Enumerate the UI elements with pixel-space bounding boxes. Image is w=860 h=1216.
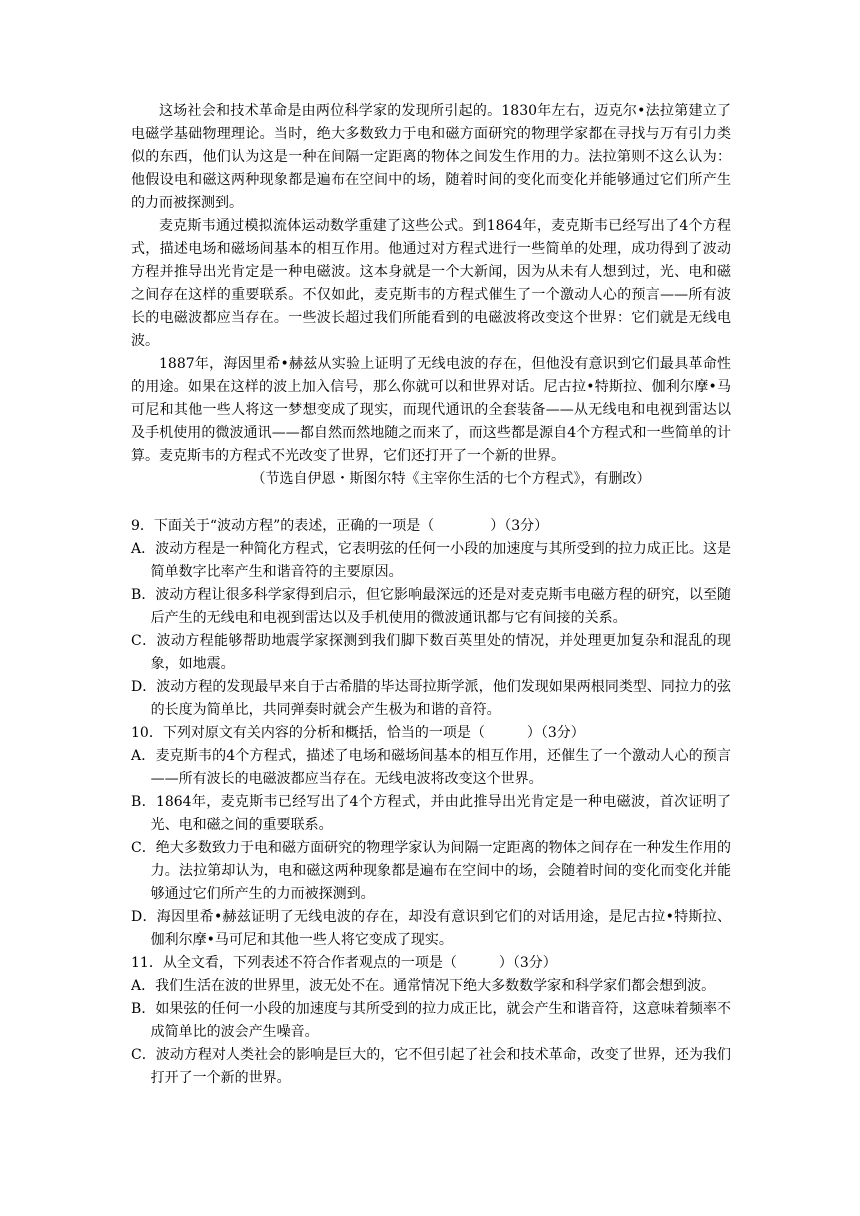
section-gap [131,491,731,515]
option-c: C．波动方程对人类社会的影响是巨大的，它不但引起了社会和技术革命，改变了世界，还为我们打开了一个新的世界。 [131,1047,731,1086]
passage-paragraph-2: 麦克斯韦通过模拟流体运动数学重建了这些公式。到1864年，麦克斯韦已经写出了4个方程式，描述电场和磁场间基本的相互作用。他通过对方程式进行一些简单的处理，成功得到了波动方程并推导出光肯定是一种电磁波。这本身就是一个大新闻，因为从未有人想到过，光、电和磁之间存在这样的重要联系。不仅如此，麦克斯韦的方程式催生了一个激动人心的预言——所有波长的电磁波都应当存在。一些波长超过我们所能看到的电磁波将改变这个世界：它们就是无线电波。 [131,218,731,349]
option-b: B．1864年，麦克斯韦已经写出了4个方程式，并由此推导出光肯定是一种电磁波，首次证明了光、电和磁之间的重要联系。 [131,794,731,833]
option-c: C．波动方程能够帮助地震学家探测到我们脚下数百英里处的情况，并处理更加复杂和混乱的现象，如地震。 [131,633,731,672]
option-c: C．绝大多数致力于电和磁方面研究的物理学家认为间隔一定距离的物体之间存在一种发生作用的力。法拉第却认为，电和磁这两种现象都是遍布在空间中的场，会随着时间的变化而变化并能够通过它们所产生的力而被探测到。 [131,840,731,902]
question-stem: 10．下列对原文有关内容的分析和概括，恰当的一项是（ ）（3分） [131,725,585,741]
option-a: A．我们生活在波的世界里，波无处不在。通常情况下绝大多数数学家和科学家们都会想到波。 [131,978,716,994]
question-9 [131,515,731,722]
question-10 [131,722,731,952]
passage-paragraph-3: 1887年，海因里希•赫兹从实验上证明了无线电波的存在，但他没有意识到它们最具革命性的用途。如果在这样的波上加入信号，那么你就可以和世界对话。尼古拉•特斯拉、伽利尔摩•马可尼和其他一些人将这一梦想变成了现实，而现代通讯的全套装备——从无线电和电视到雷达以及手机使用的微波通讯——都自然而然地随之而来了，而这些都是源自4个方程式和一些简单的计算。麦克斯韦的方程式不光改变了世界，它们还打开了一个新的世界。 [131,356,731,464]
passage-source: （节选自伊恩・斯图尔特《主宰你生活的七个方程式》，有删改） [251,471,651,487]
option-d: D．波动方程的发现最早来自于古希腊的毕达哥拉斯学派，他们发现如果两根同类型、同拉力的弦的长度为简单比，共同弹奏时就会产生极为和谐的音符。 [131,679,731,718]
option-a: A．波动方程是一种简化方程式，它表明弦的任何一小段的加速度与其所受到的拉力成正比。这是简单数字比率产生和谐音符的主要原因。 [131,541,731,580]
option-a: A．麦克斯韦的4个方程式，描述了电场和磁场间基本的相互作用，还催生了一个激动人心的预言——所有波长的电磁波都应当存在。无线电波将改变这个世界。 [131,748,731,787]
question-stem: 9．下面关于“波动方程”的表述，正确的一项是（ ）（3分） [131,518,549,534]
passage [131,100,731,491]
document-page [131,100,731,1090]
passage-paragraph-1: 这场社会和技术革命是由两位科学家的发现所引起的。1830年左右，迈克尔•法拉第建立了电磁学基础物理理论。当时，绝大多数致力于电和磁方面研究的物理学家都在寻找与万有引力类似的东西，他们认为这是一种在间隔一定距离的物体之间发生作用的力。法拉第则不这么认为：他假设电和磁这两种现象都是遍布在空间中的场，随着时间的变化而变化并能够通过它们所产生的力而被探测到。 [131,103,731,211]
option-b: B．如果弦的任何一小段的加速度与其所受到的拉力成正比，就会产生和谐音符，这意味着频率不成简单比的波会产生噪音。 [131,1001,731,1040]
option-b: B．波动方程让很多科学家得到启示，但它影响最深远的还是对麦克斯韦电磁方程的研究，以至随后产生的无线电和电视到雷达以及手机使用的微波通讯都与它有间接的关系。 [131,587,731,626]
option-d: D．海因里希•赫兹证明了无线电波的存在，却没有意识到它们的对话用途，是尼古拉•特斯拉、伽利尔摩•马可尼和其他一些人将它变成了现实。 [131,909,731,948]
question-11 [131,952,731,1090]
question-stem: 11．从全文看，下列表述不符合作者观点的一项是（ ）（3分） [131,955,557,971]
